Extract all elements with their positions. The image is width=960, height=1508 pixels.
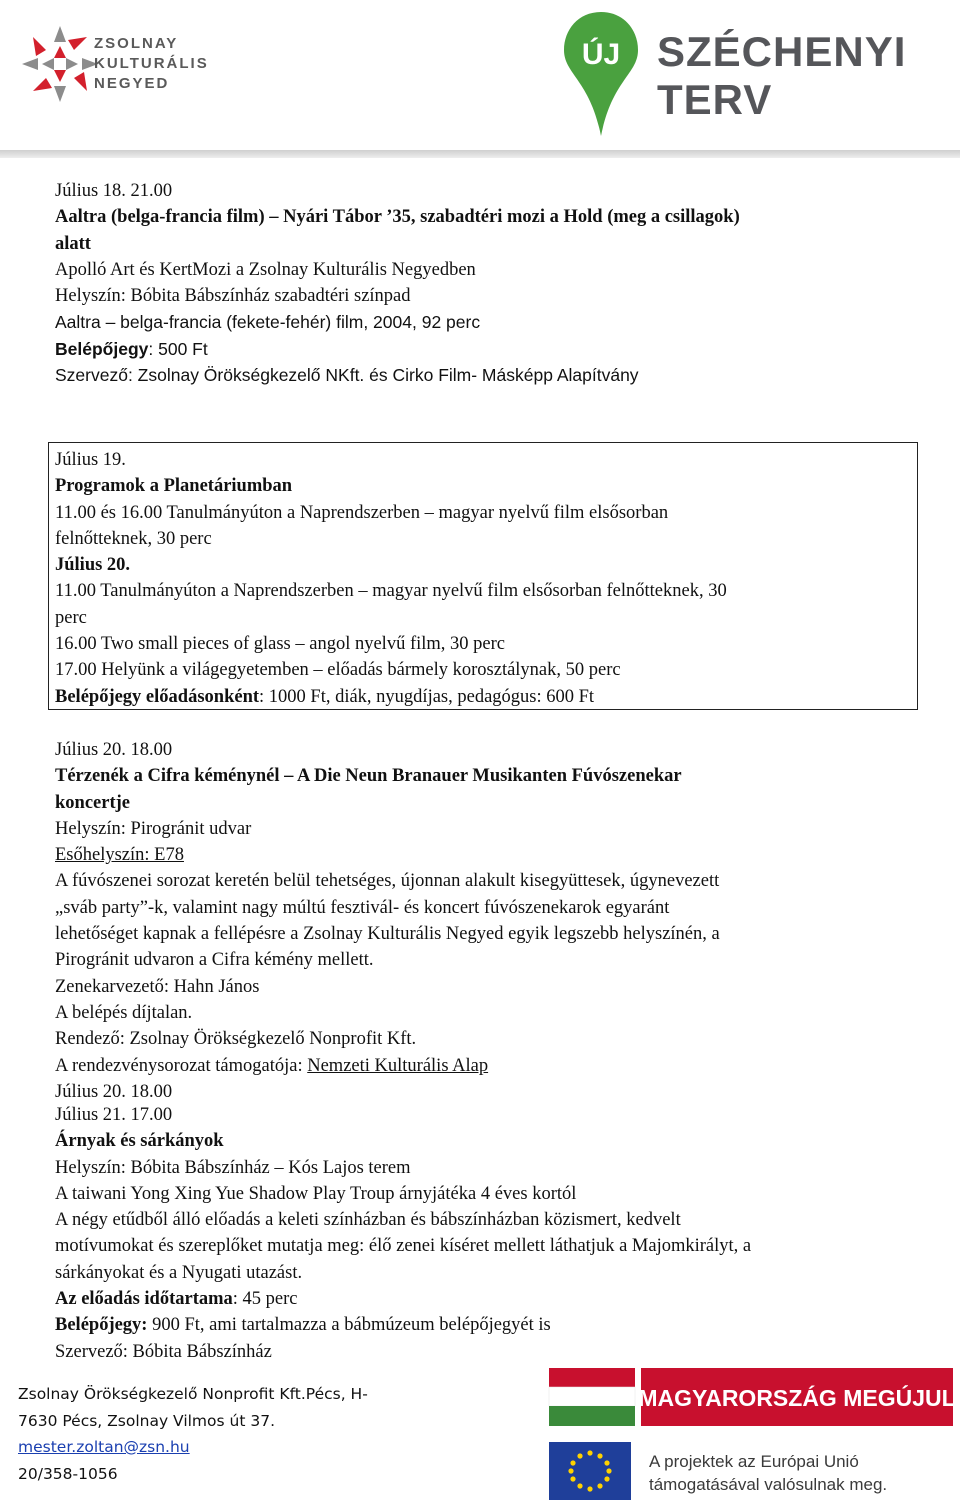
event-title-cont: koncertje (55, 792, 130, 813)
event-date: Július 20. (55, 555, 131, 576)
event-line: perc (55, 607, 87, 628)
footer-company: Zsolnay Örökségkezelő Nonprofit Kft.Pécs, H- (18, 1385, 368, 1403)
page-header (0, 0, 960, 160)
mm-banner-text: MAGYARORSZÁG MEGÚJUL (638, 1385, 956, 1411)
footer-phone: 20/358-1056 (18, 1464, 118, 1483)
event-date: Július 20. 18.00 (55, 1081, 173, 1102)
zsolnay-logo-text (94, 34, 209, 94)
eu-support-banner (545, 1440, 957, 1502)
szechenyi-terv-title: SZÉCHENYI TERV (657, 28, 907, 123)
event-description: lehetőséget kapnak a fellépésre a Zsolnay Kulturális Negyed egyik legszebb helyszínén, a (55, 924, 720, 945)
ticket-label: Belépőjegy előadásonként (55, 686, 260, 707)
event-description: Aaltra – belga-francia (fekete-fehér) film, 2004, 92 perc (55, 312, 481, 333)
szt-pin-label: ÚJ (581, 38, 621, 71)
sponsor-label: A rendezvénysorozat támogatója: (55, 1055, 308, 1076)
event-organizer: Rendező: Zsolnay Örökségkezelő Nonprofit Kft. (55, 1029, 417, 1050)
event-duration (55, 1286, 925, 1312)
event-description: motívumokat és szereplőket mutatja meg: élő zenei kíséret mellett láthatjuk a Majomkirályt, a (55, 1236, 752, 1257)
ticket-value: 900 Ft, ami tartalmazza a bábmúzeum belépőjegyét is (147, 1315, 551, 1336)
event-date: Július 20. 18.00 (55, 740, 173, 760)
event-rain-venue: Esőhelyszín: E78 (55, 845, 184, 866)
event-description: A taiwani Yong Xing Yue Shadow Play Troup árnyjátéka 4 éves kortól (55, 1183, 577, 1204)
event-venue: Helyszín: Pirogránit udvar (55, 818, 252, 839)
event-venue: Helyszín: Bóbita Bábszínház szabadtéri színpad (55, 286, 411, 307)
eu-text-line-2: támogatásával valósulnak meg. (649, 1475, 888, 1494)
event-entry: A belépés díjtalan. (55, 1002, 193, 1023)
event-title: Programok a Planetáriumban (55, 476, 293, 497)
event-venue: Helyszín: Bóbita Bábszínház – Kós Lajos terem (55, 1157, 411, 1178)
event-subtitle: Apolló Art és KertMozi a Zsolnay Kulturális Negyedben (55, 259, 476, 280)
header-divider (0, 150, 960, 158)
ticket-label: Belépőjegy (55, 338, 149, 359)
event-ticket (55, 1312, 925, 1338)
zsolnay-logo-line: ZSOLNAY (94, 35, 179, 52)
event-planetarium (55, 447, 925, 710)
hungarian-flag-icon (549, 1368, 635, 1426)
event-conductor: Zenekarvezető: Hahn János (55, 976, 260, 997)
footer-email-link[interactable]: mester.zoltan@zsn.hu (18, 1438, 190, 1456)
event-line: 16.00 Two small pieces of glass – angol nyelvű film, 30 perc (55, 634, 505, 655)
event-date: Július 19. (55, 450, 126, 470)
event-organizer: Szervező: Bóbita Bábszínház (55, 1341, 272, 1362)
event-aaltra (55, 178, 925, 388)
event-date: Július 18. 21.00 (55, 181, 173, 201)
duration-value: : 45 perc (232, 1289, 298, 1310)
event-line: 17.00 Helyünk a világegyetemben – előadás bármely korosztálynak, 50 perc (55, 660, 621, 681)
event-title: Térzenék a Cifra kéménynél – A Die Neun Branauer Musikanten Fúvószenekar (55, 766, 682, 787)
magyarorszag-megujul-banner (545, 1362, 957, 1432)
szechenyi-terv-pin-icon (560, 8, 642, 138)
eu-text-line-1: A projektek az Európai Unió (649, 1452, 859, 1471)
footer-address: 7630 Pécs, Zsolnay Vilmos út 37. (18, 1411, 275, 1430)
event-arnyak (55, 1102, 925, 1365)
event-description: Pirogránit udvaron a Cifra kémény mellett. (55, 950, 374, 971)
event-ticket (55, 684, 925, 710)
duration-label: Az előadás időtartama (55, 1289, 233, 1310)
event-terzenek (55, 737, 925, 1105)
sponsor-link[interactable]: Nemzeti Kulturális Alap (307, 1055, 489, 1076)
event-line: 11.00 és 16.00 Tanulmányúton a Naprendszerben – magyar nyelvű film elsősorban (55, 502, 669, 523)
event-title: Aaltra (belga-francia film) – Nyári Tábor ’35, szabadtéri mozi a Hold (meg a csillagok) (55, 207, 740, 228)
zsolnay-logo-line: KULTURÁLIS (94, 55, 209, 72)
eu-flag-icon (549, 1442, 631, 1500)
event-ticket (55, 336, 925, 362)
ticket-value: : 500 Ft (148, 338, 208, 359)
zsolnay-logo-line: NEGYED (94, 75, 170, 92)
event-line: felnőtteknek, 30 perc (55, 528, 212, 549)
footer-contact (18, 1381, 368, 1487)
event-description: A négy etűdből álló előadás a keleti színházban és bábszínházban közismert, kedvelt (55, 1210, 681, 1231)
ticket-value: : 1000 Ft, diák, nyugdíjas, pedagógus: 600 Ft (259, 686, 595, 707)
event-date: Július 21. 17.00 (55, 1105, 173, 1125)
event-organizer: Szervező: Zsolnay Örökségkezelő NKft. és Cirko Film- Másképp Alapítvány (55, 365, 639, 386)
event-description: „sváb party”-k, valamint nagy múltú fesztivál- és koncert fúvószenekarok egyaránt (55, 897, 670, 918)
event-title-cont: alatt (55, 233, 91, 254)
event-sponsor (55, 1053, 925, 1079)
ticket-label: Belépőjegy: (55, 1315, 148, 1336)
event-description: A fúvószenei sorozat keretén belül tehetséges, újonnan alakult kisegyüttesek, úgynevezett (55, 871, 720, 892)
event-title: Árnyak és sárkányok (55, 1131, 224, 1152)
event-line: 11.00 Tanulmányúton a Naprendszerben – magyar nyelvű film elsősorban felnőtteknek, 30 (55, 581, 727, 602)
event-description: sárkányokat és a Nyugati utazást. (55, 1262, 303, 1283)
